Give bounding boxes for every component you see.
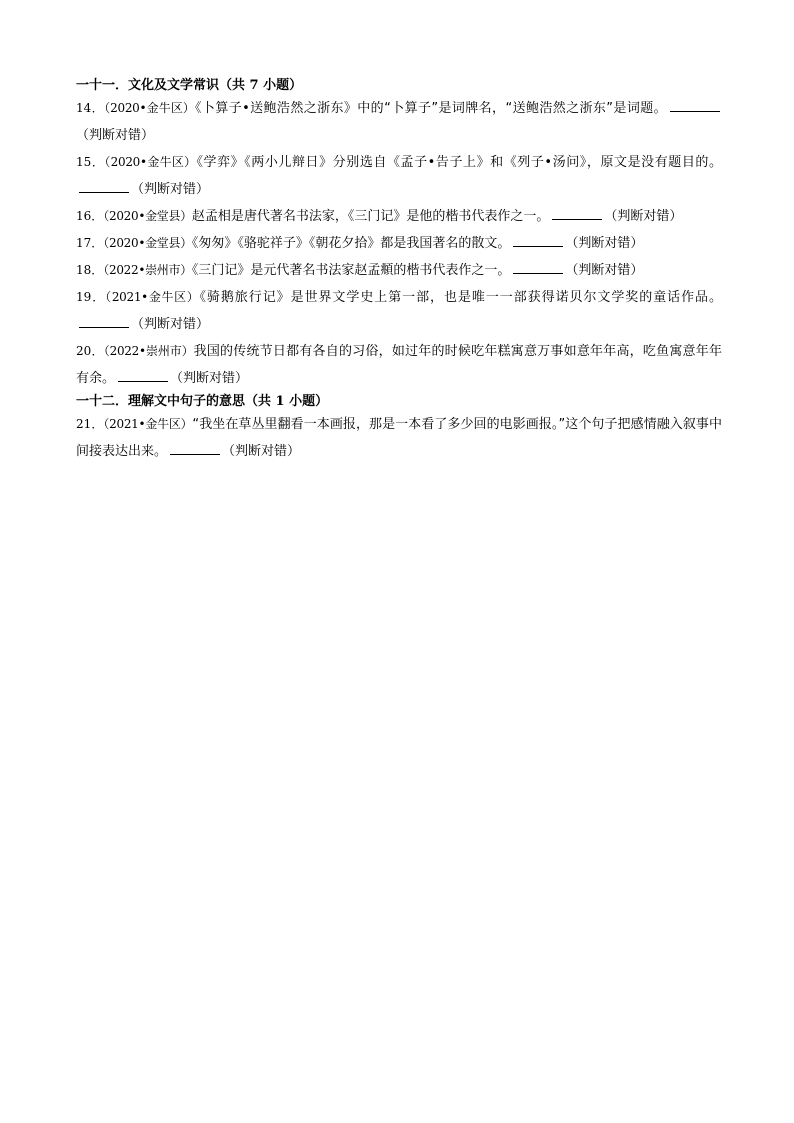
question-source: （2022•崇州市） (103, 263, 192, 277)
answer-blank[interactable] (513, 261, 563, 274)
question-number: 19． (76, 290, 106, 304)
question-number: 18． (76, 263, 104, 277)
answer-blank[interactable] (118, 369, 168, 382)
question-number: 14． (76, 101, 105, 115)
question-text: 我国的传统节日都有各自的习俗，如过年的时候吃年糕寓意万事如意年年高，吃鱼寓意年年有余。 (76, 344, 722, 386)
judge-label: （判断对错） (131, 317, 210, 332)
question-number: 20． (76, 344, 104, 358)
question-number: 17． (76, 236, 104, 250)
judge-label: （判断对错） (565, 236, 644, 251)
judge-label: （判断对错） (604, 209, 683, 224)
section-heading: 一十一．文化及文学常识（共 7 小题） (76, 78, 303, 93)
question-16 (76, 203, 722, 230)
question-number: 15． (76, 155, 105, 169)
question-text: 《学弈》《两小儿辩日》分别选自《孟子•告子上》和《列子•汤问》，原文是没有题目的。 (196, 155, 722, 170)
question-17 (76, 230, 722, 257)
question-18 (76, 257, 722, 284)
question-source: （2020•金堂县） (103, 236, 192, 250)
answer-blank[interactable] (170, 442, 220, 455)
answer-blank[interactable] (79, 180, 129, 193)
judge-label: （判断对错） (565, 263, 644, 278)
question-number: 21． (76, 417, 104, 431)
answer-blank[interactable] (670, 99, 720, 112)
question-text: 《卜算子•送鲍浩然之浙东》中的“卜算子”是词牌名，“送鲍浩然之浙东”是词题。 (195, 101, 667, 116)
question-text: 赵孟相是唐代著名书法家，《三门记》是他的楷书代表作之一。 (191, 209, 550, 224)
document-page (76, 76, 722, 465)
question-text: 《匆匆》《骆驼祥子》《朝花夕拾》都是我国著名的散文。 (191, 236, 511, 251)
question-15 (76, 149, 722, 203)
question-19 (76, 284, 722, 338)
question-20 (76, 338, 722, 392)
question-21 (76, 411, 722, 465)
question-14 (76, 95, 722, 149)
question-source: （2020•金牛区） (104, 155, 197, 169)
question-text: 《三门记》是元代著名书法家赵孟頫的楷书代表作之一。 (191, 263, 511, 278)
section-heading: 一十二．理解文中句子的意思（共 1 小题） (76, 394, 329, 409)
question-number: 16． (76, 209, 104, 223)
answer-blank[interactable] (79, 315, 129, 328)
answer-blank[interactable] (513, 234, 563, 247)
judge-label: （判断对错） (76, 128, 155, 143)
judge-label: （判断对错） (170, 371, 249, 386)
judge-label: （判断对错） (222, 444, 301, 459)
question-source: （2020•金堂县） (103, 209, 192, 223)
question-text: 《骑鹅旅行记》是世界文学史上第一部，也是唯一一部获得诺贝尔文学奖的童话作品。 (199, 290, 722, 305)
answer-blank[interactable] (552, 207, 602, 220)
question-source: （2020•金牛区） (104, 101, 196, 115)
question-source: （2021•金牛区） (105, 290, 200, 304)
judge-label: （判断对错） (131, 182, 210, 197)
question-source: （2022•崇州市） (103, 344, 194, 358)
question-text: “我坐在草丛里翻看一本画报，那是一本看了多少回的电影画报。”这个句子把感情融入叙事中间接表达出来。 (76, 417, 722, 459)
question-source: （2021•金牛区） (103, 417, 193, 431)
